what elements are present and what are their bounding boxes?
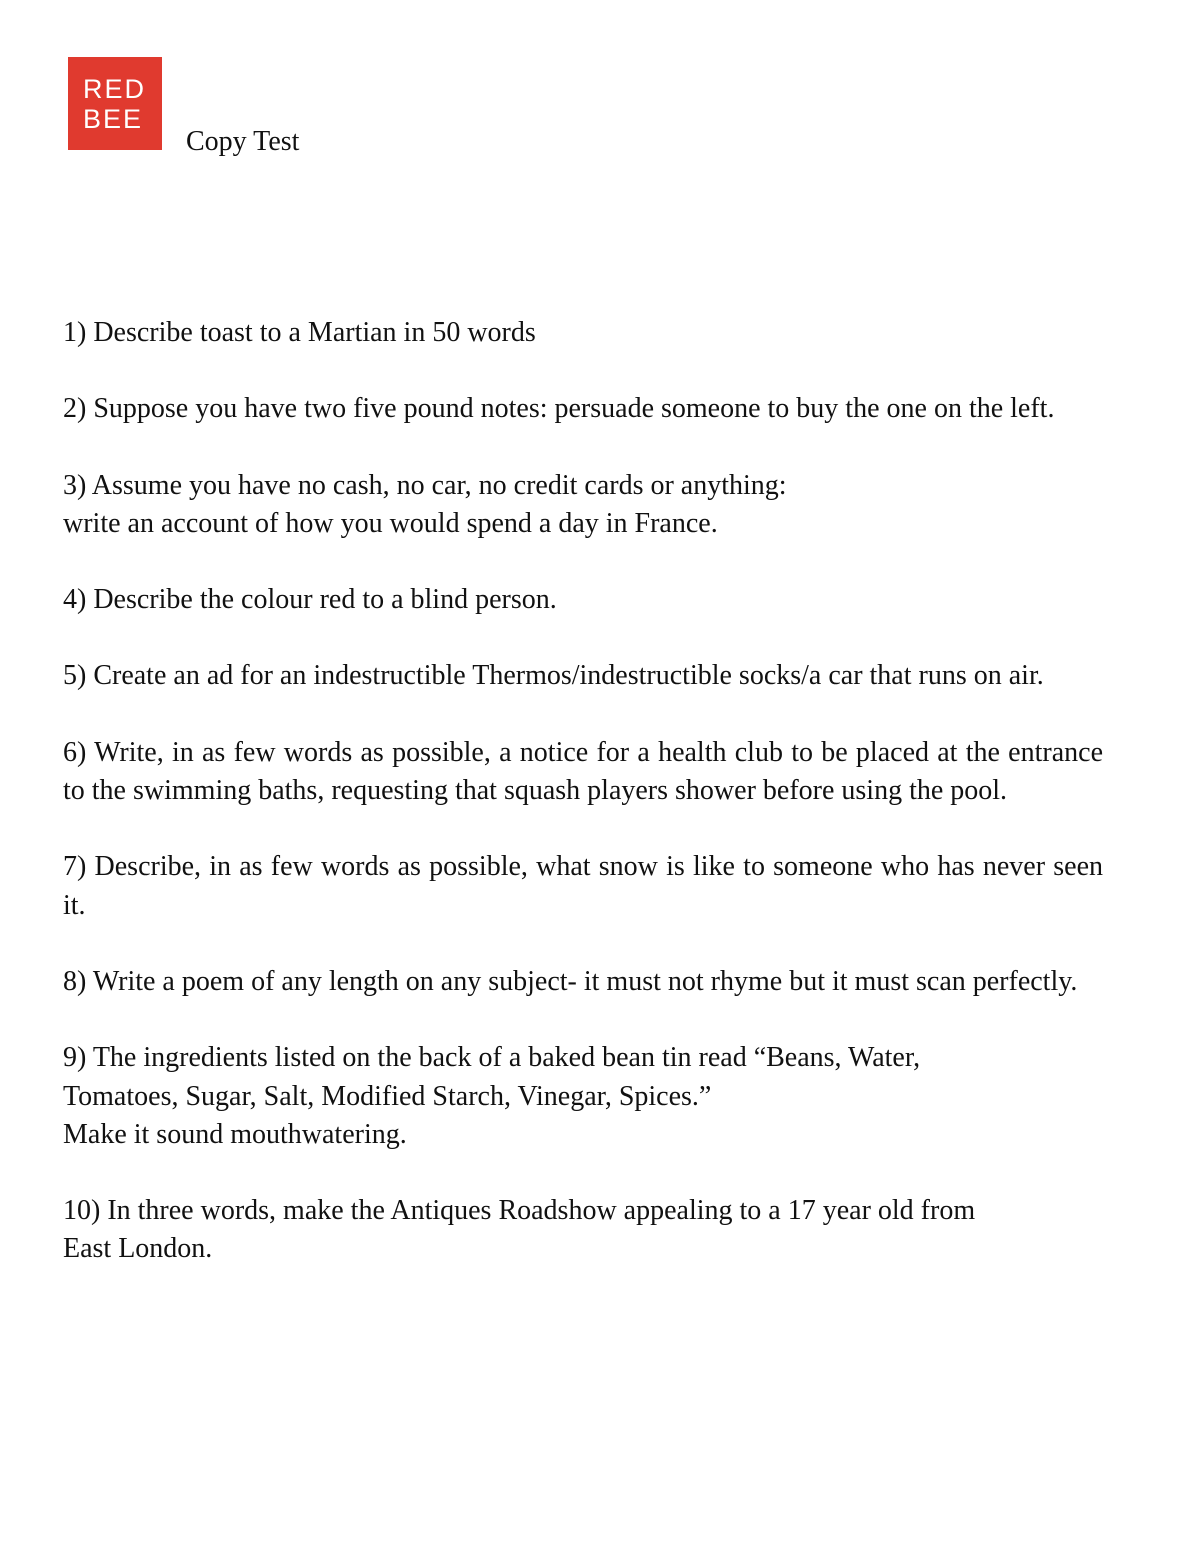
spacer [63, 352, 1103, 390]
question-6 [63, 734, 1103, 811]
question-3-line-1: 3) Assume you have no cash, no car, no credit cards or anything: [63, 469, 787, 501]
question-4-text: 4) Describe the colour red to a blind person. [63, 584, 557, 616]
question-8 [63, 963, 1103, 1001]
question-5-text: 5) Create an ad for an indestructible Thermos/indestructible socks/a car that runs on air. [63, 660, 1044, 692]
spacer [63, 810, 1103, 848]
question-2-text: 2) Suppose you have two five pound notes: persuade someone to buy the one on the left. [63, 393, 1055, 425]
spacer [63, 1154, 1103, 1192]
question-8-text: 8) Write a poem of any length on any subject- it must not rhyme but it must scan perfectly. [63, 965, 1078, 997]
red-bee-logo [68, 57, 162, 150]
question-9-line-1: 9) The ingredients listed on the back of a baked bean tin read “Beans, Water, [63, 1042, 921, 1074]
question-7 [63, 848, 1103, 925]
question-2 [63, 390, 1103, 428]
question-1 [63, 314, 1103, 352]
question-3-line-2: write an account of how you would spend a day in France. [63, 507, 718, 539]
question-3 [63, 467, 1103, 544]
question-10-line-2: East London. [63, 1233, 213, 1265]
question-9 [63, 1039, 1103, 1154]
logo-text-bee: BEE [83, 104, 144, 134]
spacer [63, 925, 1103, 963]
red-bee-logo-mark [68, 57, 162, 150]
question-10 [63, 1192, 1103, 1269]
spacer [63, 619, 1103, 657]
spacer [63, 429, 1103, 467]
spacer [63, 696, 1103, 734]
question-9-line-3: Make it sound mouthwatering. [63, 1118, 407, 1150]
spacer [63, 1001, 1103, 1039]
question-6-text: 6) Write, in as few words as possible, a notice for a health club to be placed at the entrance to the swimming baths, requesting that squash players shower before using the pool. [63, 736, 1103, 807]
question-7-text: 7) Describe, in as few words as possible, what snow is like to someone who has never seen it. [63, 851, 1103, 921]
question-4 [63, 581, 1103, 619]
question-5 [63, 657, 1103, 695]
logo-text-red: RED [83, 74, 147, 104]
question-list [63, 314, 1103, 1269]
document-title: Copy Test [186, 126, 300, 157]
question-10-line-1: 10) In three words, make the Antiques Roadshow appealing to a 17 year old from [63, 1195, 976, 1227]
spacer [63, 543, 1103, 581]
question-1-text: 1) Describe toast to a Martian in 50 words [63, 317, 536, 348]
question-9-line-2: Tomatoes, Sugar, Salt, Modified Starch, Vinegar, Spices.” [63, 1080, 712, 1112]
